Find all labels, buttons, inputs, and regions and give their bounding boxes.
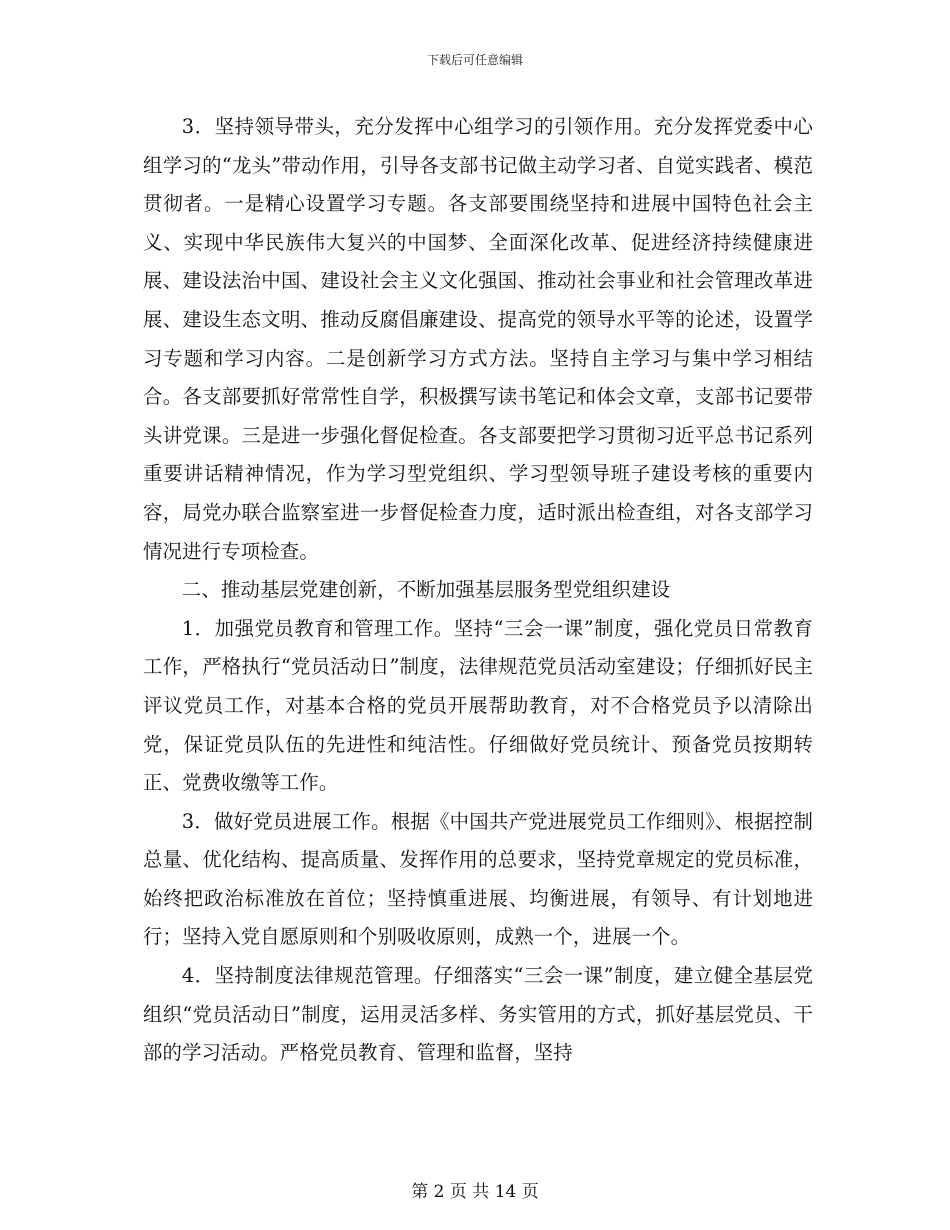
document-body [143, 108, 813, 1073]
paragraph-member-education: 1．加强党员教育和管理工作。坚持“三会一课”制度，强化党员日常教育工作，严格执行“党员活动日”制度，法律规范党员活动室建设；仔细抓好民主评议党员工作，对基本合格的党员开展帮助教育，对不合格党员予以清除出党，保证党员队伍的先进性和纯洁性。仔细做好党员统计、预备党员按期转正、党费收缴等工作。 [143, 616, 813, 795]
paragraph-institutional-management: 4．坚持制度法律规范管理。仔细落实“三会一课”制度，建立健全基层党组织“党员活动日”制度，运用灵活多样、务实管用的方式，抓好基层党员、干部的学习活动。严格党员教育、管理和监督，坚持 [143, 964, 813, 1065]
paragraph-leadership-study: 3．坚持领导带头，充分发挥中心组学习的引领作用。充分发挥党委中心组学习的“龙头”带动作用，引导各支部书记做主动学习者、自觉实践者、模范贯彻者。一是精心设置学习专题。各支部要围绕坚持和进展中国特色社会主义、实现中华民族伟大复兴的中国梦、全面深化改革、促进经济持续健康进展、建设法治中国、建设社会主义文化强国、推动社会事业和社会管理改革进展、建设生态文明、推动反腐倡廉建设、提高党的领导水平等的论述，设置学习专题和学习内容。二是创新学习方式方法。坚持自主学习与集中学习相结合。各支部要抓好常常性自学，积极撰写读书笔记和体会文章，支部书记要带头讲党课。三是进一步强化督促检查。各支部要把学习贯彻习近平总书记系列重要讲话精神情况，作为学习型党组织、学习型领导班子建设考核的重要内容，局党办联合监察室进一步督促检查力度，适时派出检查组，对各支部学习情况进行专项检查。 [143, 115, 813, 563]
paragraph-member-development: 3．做好党员进展工作。根据《中国共产党进展党员工作细则》、根据控制总量、优化结构、提高质量、发挥作用的总要求，坚持党章规定的党员标准，始终把政治标准放在首位；坚持慎重进展、均衡进展，有领导、有计划地进行；坚持入党自愿原则和个别吸收原则，成熟一个，进展一个。 [143, 809, 813, 949]
page-number-footer: 第 2 页 共 14 页 [411, 1182, 539, 1202]
section-heading-grassroots-party-building: 二、推动基层党建创新，不断加强基层服务型党组织建设 [181, 578, 671, 602]
page-header-note: 下载后可任意编辑 [426, 53, 523, 67]
